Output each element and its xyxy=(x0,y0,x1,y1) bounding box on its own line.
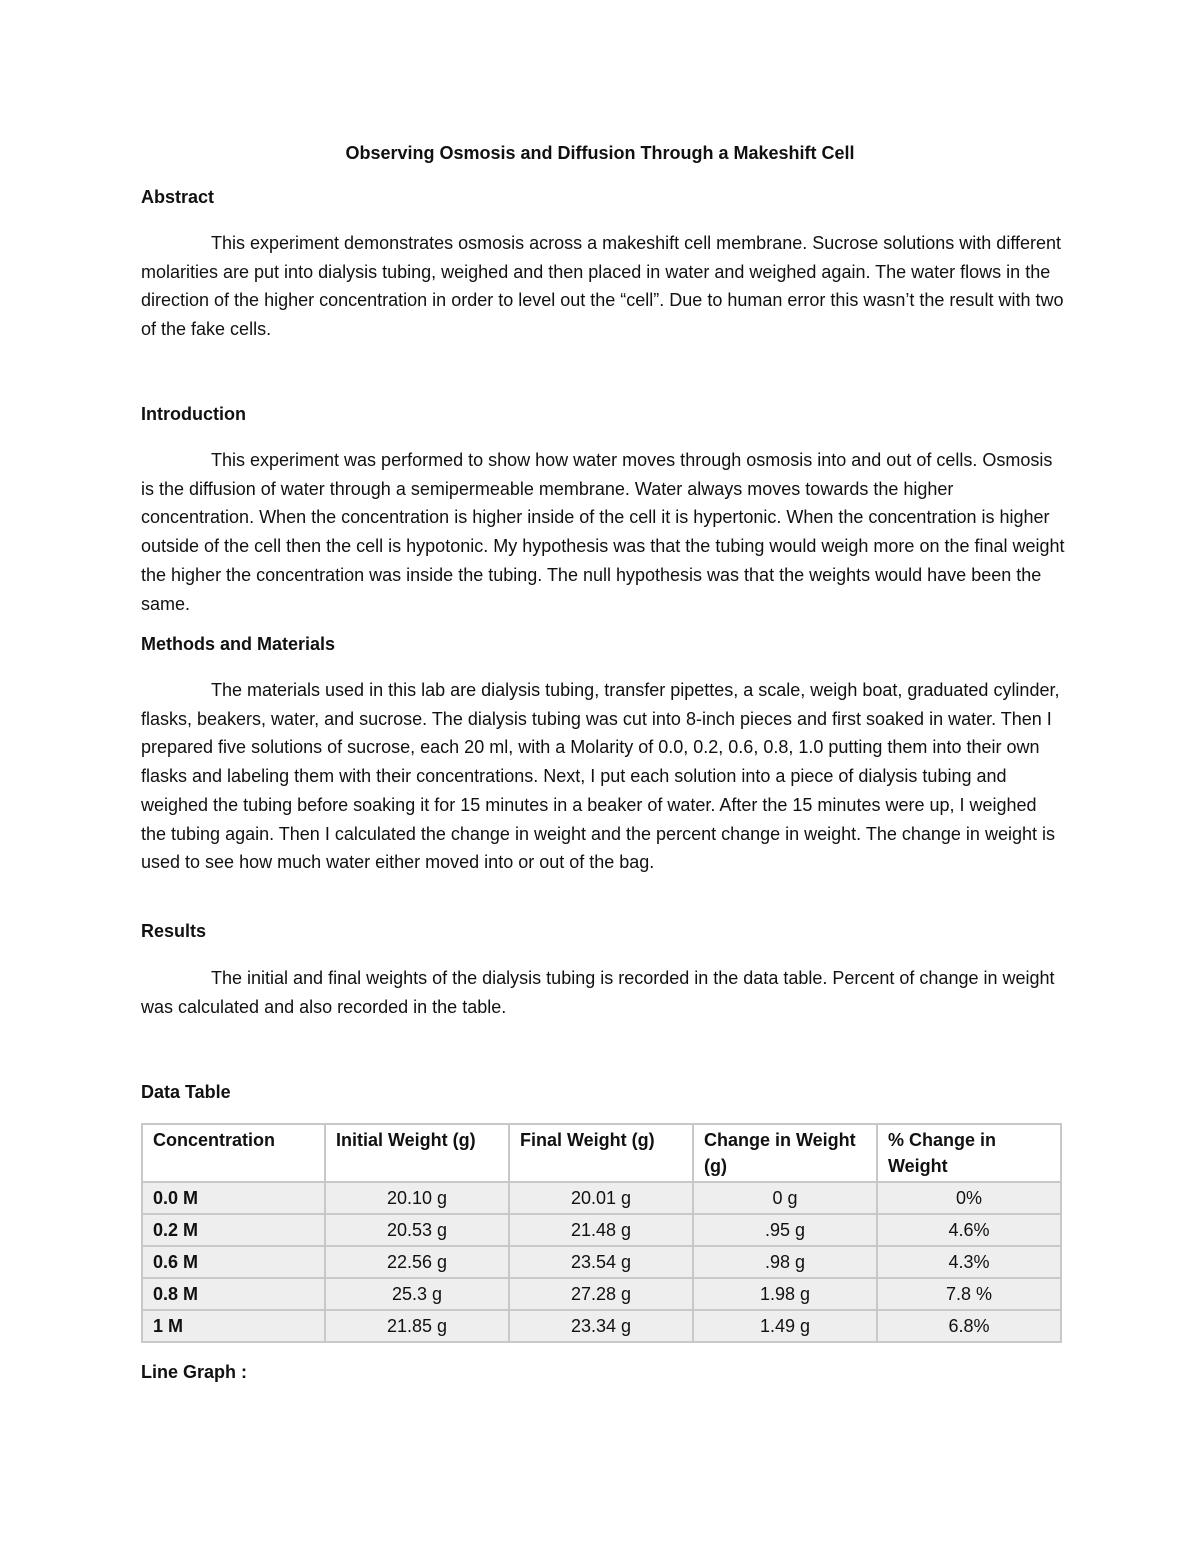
table-cell: 4.3% xyxy=(877,1246,1061,1278)
table-cell: .98 g xyxy=(693,1246,877,1278)
table-cell: .95 g xyxy=(693,1214,877,1246)
column-header-change-in-weight: Change in Weight (g) xyxy=(693,1124,877,1182)
introduction-heading: Introduction xyxy=(141,404,246,424)
table-cell: 0% xyxy=(877,1182,1061,1214)
methods-heading: Methods and Materials xyxy=(141,634,336,654)
table-row xyxy=(142,1214,1061,1246)
table-cell: 21.48 g xyxy=(509,1214,693,1246)
abstract-paragraph: This experiment demonstrates osmosis across a makeshift cell membrane. Sucrose solutions with different molarities are put into dialysis tubing, weighed and then placed in water and weighed again. The water flows in the direction of the higher concentration in order to level out the “cell”. Due to human error this wasn’t the result with two of the fake cells. xyxy=(141,233,1064,340)
column-header-percent-change: % Change in Weight xyxy=(877,1124,1061,1182)
table-row xyxy=(142,1278,1061,1310)
table-cell: 21.85 g xyxy=(325,1310,509,1342)
data-table xyxy=(141,1123,1062,1343)
table-header-row xyxy=(142,1124,1061,1182)
table-row xyxy=(142,1310,1061,1342)
column-header-final-weight: Final Weight (g) xyxy=(509,1124,693,1182)
table-cell: 1.98 g xyxy=(693,1278,877,1310)
table-cell: 6.8% xyxy=(877,1310,1061,1342)
table-row xyxy=(142,1246,1061,1278)
table-cell: 20.01 g xyxy=(509,1182,693,1214)
table-cell: 0.2 M xyxy=(142,1214,325,1246)
table-cell: 23.34 g xyxy=(509,1310,693,1342)
introduction-paragraph: This experiment was performed to show how water moves through osmosis into and out of cells. Osmosis is the diffusion of water through a semipermeable membrane. Water always moves towards the higher concentration. When the concentration is higher inside of the cell it is hypertonic. When the concentration is higher outside of the cell then the cell is hypotonic. My hypothesis was that the tubing would weigh more on the final weight the higher the concentration was inside the tubing. The null hypothesis was that the weights would have been the same. xyxy=(141,450,1065,614)
table-cell: 20.10 g xyxy=(325,1182,509,1214)
results-paragraph: The initial and final weights of the dialysis tubing is recorded in the data table. Percent of change in weight was calculated and also recorded in the table. xyxy=(141,968,1055,1017)
table-cell: 25.3 g xyxy=(325,1278,509,1310)
page-title: Observing Osmosis and Diffusion Through a Makeshift Cell xyxy=(345,143,855,163)
results-heading: Results xyxy=(141,921,207,941)
table-cell: 27.28 g xyxy=(509,1278,693,1310)
table-cell: 0 g xyxy=(693,1182,877,1214)
line-graph-label: Line Graph : xyxy=(141,1362,248,1382)
table-cell: 0.0 M xyxy=(142,1182,325,1214)
column-header-concentration: Concentration xyxy=(142,1124,325,1182)
column-header-initial-weight: Initial Weight (g) xyxy=(325,1124,509,1182)
abstract-heading: Abstract xyxy=(141,187,215,207)
table-row xyxy=(142,1182,1061,1214)
table-cell: 1 M xyxy=(142,1310,325,1342)
data-table-heading: Data Table xyxy=(141,1082,231,1102)
table-cell: 23.54 g xyxy=(509,1246,693,1278)
table-cell: 4.6% xyxy=(877,1214,1061,1246)
table-cell: 22.56 g xyxy=(325,1246,509,1278)
methods-paragraph: The materials used in this lab are dialysis tubing, transfer pipettes, a scale, weigh boat, graduated cylinder, flasks, beakers, water, and sucrose. The dialysis tubing was cut into 8-inch pieces and first soaked in water. Then I prepared five solutions of sucrose, each 20 ml, with a Molarity of 0.0, 0.2, 0.6, 0.8, 1.0 putting them into their own flasks and labeling them with their concentrations. Next, I put each solution into a piece of dialysis tubing and weighed the tubing before soaking it for 15 minutes in a beaker of water. After the 15 minutes were up, I weighed the tubing again. Then I calculated the change in weight and the percent change in weight. The change in weight is used to see how much water either moved into or out of the bag. xyxy=(141,680,1060,873)
table-cell: 1.49 g xyxy=(693,1310,877,1342)
table-cell: 20.53 g xyxy=(325,1214,509,1246)
table-cell: 0.8 M xyxy=(142,1278,325,1310)
table-cell: 7.8 % xyxy=(877,1278,1061,1310)
table-cell: 0.6 M xyxy=(142,1246,325,1278)
